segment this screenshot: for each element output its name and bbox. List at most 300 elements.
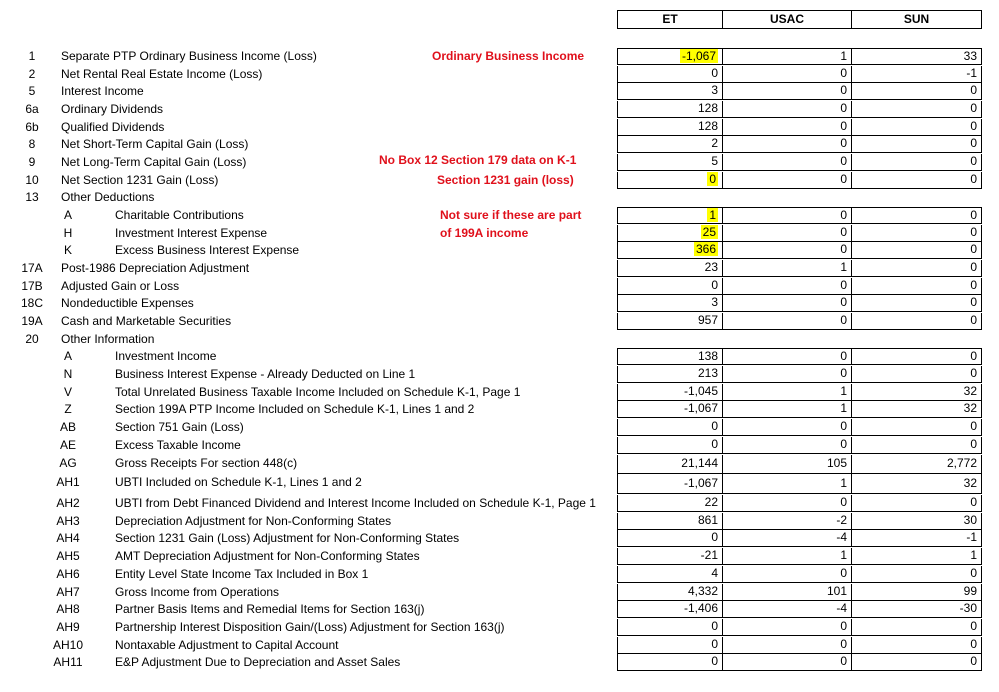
cell-value: -1,045 bbox=[683, 384, 718, 398]
row-code: 19A bbox=[21, 314, 43, 328]
cell-value: 0 bbox=[970, 566, 977, 580]
row-code: H bbox=[63, 226, 73, 240]
cell-value: 0 bbox=[840, 225, 847, 239]
cell-value: 0 bbox=[840, 295, 847, 309]
cell-sun bbox=[851, 601, 982, 618]
row-label: Gross Income from Operations bbox=[115, 585, 280, 599]
row-label: Nondeductible Expenses bbox=[61, 296, 194, 310]
row-code: 17B bbox=[21, 279, 43, 293]
column-header-usac: USAC bbox=[722, 10, 852, 29]
cell-usac bbox=[722, 619, 852, 636]
cell-value: 861 bbox=[697, 513, 718, 527]
row-label: Ordinary Dividends bbox=[61, 102, 164, 116]
table-row bbox=[0, 419, 999, 436]
table-row bbox=[0, 384, 999, 401]
cell-sun bbox=[851, 260, 982, 277]
cell-sun bbox=[851, 154, 982, 171]
table-row bbox=[0, 401, 999, 418]
cell-et bbox=[617, 654, 723, 671]
cell-sun bbox=[851, 474, 982, 494]
cell-value: 32 bbox=[963, 384, 977, 398]
cell-value: 0 bbox=[970, 654, 977, 668]
cell-usac bbox=[722, 313, 852, 330]
cell-value: 1 bbox=[840, 260, 847, 274]
cell-value: 1 bbox=[840, 384, 847, 398]
table-row bbox=[0, 495, 999, 512]
cell-et bbox=[617, 401, 723, 418]
cell-value: -2 bbox=[836, 513, 847, 527]
cell-value: -1 bbox=[966, 530, 977, 544]
row-code: 18C bbox=[20, 296, 43, 310]
row-code: AH5 bbox=[56, 549, 80, 563]
cell-et bbox=[617, 366, 723, 383]
cell-value: 4 bbox=[711, 566, 718, 580]
cell-et bbox=[617, 384, 723, 401]
cell-value: 0 bbox=[840, 136, 847, 150]
cell-value: 99 bbox=[963, 584, 977, 598]
cell-sun bbox=[851, 348, 982, 365]
table-row bbox=[0, 101, 999, 118]
table-row bbox=[0, 548, 999, 565]
note-unsure-line1: Not sure if these are part bbox=[440, 208, 582, 222]
cell-et bbox=[617, 83, 723, 100]
row-code: AH3 bbox=[56, 514, 80, 528]
row-code: 17A bbox=[21, 261, 43, 275]
cell-value: 0 bbox=[711, 437, 718, 451]
highlighted-value: 366 bbox=[695, 242, 716, 256]
row-code: AH11 bbox=[53, 655, 83, 669]
cell-value: 22 bbox=[704, 495, 718, 509]
cell-value: 0 bbox=[711, 419, 718, 433]
cell-usac bbox=[722, 83, 852, 100]
cell-et bbox=[617, 474, 723, 494]
cell-value: 2 bbox=[711, 136, 718, 150]
row-code: A bbox=[63, 349, 72, 363]
table-row bbox=[0, 619, 999, 636]
row-label: Charitable Contributions bbox=[115, 208, 244, 222]
row-code: V bbox=[63, 385, 72, 399]
cell-value: 0 bbox=[840, 313, 847, 327]
cell-value: 0 bbox=[840, 495, 847, 509]
cell-value: 2,772 bbox=[946, 456, 977, 470]
row-code: AH6 bbox=[56, 567, 80, 581]
cell-usac bbox=[722, 48, 852, 65]
cell-sun bbox=[851, 495, 982, 512]
cell-et bbox=[617, 260, 723, 277]
cell-value: -4 bbox=[836, 530, 847, 544]
row-label: Gross Receipts For section 448(c) bbox=[115, 456, 298, 470]
cell-value: 0 bbox=[970, 172, 977, 186]
cell-value: 33 bbox=[963, 49, 977, 63]
cell-sun bbox=[851, 242, 982, 259]
row-label: Cash and Marketable Securities bbox=[61, 314, 232, 328]
cell-usac bbox=[722, 348, 852, 365]
cell-sun bbox=[851, 66, 982, 83]
cell-value: 0 bbox=[840, 154, 847, 168]
cell-value: 0 bbox=[711, 654, 718, 668]
table-row bbox=[0, 513, 999, 530]
cell-value: 0 bbox=[970, 208, 977, 222]
row-code: AH1 bbox=[56, 475, 80, 489]
cell-value: 0 bbox=[840, 83, 847, 97]
table-row bbox=[0, 455, 999, 472]
table-row bbox=[0, 530, 999, 547]
table-row bbox=[0, 278, 999, 295]
row-label: Adjusted Gain or Loss bbox=[61, 279, 180, 293]
row-label: Total Unrelated Business Taxable Income Included on Schedule K-1, Page 1 bbox=[115, 385, 521, 399]
cell-sun bbox=[851, 225, 982, 242]
cell-usac bbox=[722, 154, 852, 171]
cell-et bbox=[617, 419, 723, 436]
note-unsure-line2: of 199A income bbox=[440, 226, 529, 240]
cell-value: 0 bbox=[970, 495, 977, 509]
row-label: Excess Taxable Income bbox=[115, 438, 241, 452]
cell-usac bbox=[722, 530, 852, 547]
cell-sun bbox=[851, 513, 982, 530]
cell-value: 0 bbox=[970, 242, 977, 256]
cell-value: 1 bbox=[840, 49, 847, 63]
row-label: Net Short-Term Capital Gain (Loss) bbox=[61, 137, 249, 151]
row-label: Investment Interest Expense bbox=[115, 226, 268, 240]
row-code: AH2 bbox=[56, 496, 80, 510]
cell-sun bbox=[851, 654, 982, 671]
cell-et bbox=[617, 495, 723, 512]
cell-sun bbox=[851, 278, 982, 295]
cell-value: 0 bbox=[711, 278, 718, 292]
column-header-sun: SUN bbox=[851, 10, 982, 29]
cell-value: 3 bbox=[711, 295, 718, 309]
table-row bbox=[0, 136, 999, 153]
table-row bbox=[0, 66, 999, 83]
table-row bbox=[0, 584, 999, 601]
note-ordinary-business-income: Ordinary Business Income bbox=[432, 49, 585, 63]
cell-value: 138 bbox=[697, 349, 718, 363]
row-code: AE bbox=[59, 438, 76, 452]
row-label: Section 751 Gain (Loss) bbox=[115, 420, 244, 434]
cell-value: 0 bbox=[970, 154, 977, 168]
cell-et bbox=[617, 530, 723, 547]
row-label: Interest Income bbox=[61, 84, 144, 98]
row-label: AMT Depreciation Adjustment for Non-Conforming States bbox=[115, 549, 420, 563]
cell-value: 0 bbox=[711, 637, 718, 651]
cell-value: 0 bbox=[970, 295, 977, 309]
cell-et bbox=[617, 313, 723, 330]
note-section-1231: Section 1231 gain (loss) bbox=[437, 173, 574, 187]
cell-sun bbox=[851, 83, 982, 100]
cell-value: 0 bbox=[970, 419, 977, 433]
cell-et bbox=[617, 566, 723, 583]
cell-value: -1,067 bbox=[683, 401, 718, 415]
row-label: Investment Income bbox=[115, 349, 217, 363]
row-code: 1 bbox=[28, 49, 36, 63]
cell-value: 0 bbox=[840, 172, 847, 186]
cell-et bbox=[617, 101, 723, 118]
cell-et bbox=[617, 584, 723, 601]
row-label: Section 199A PTP Income Included on Schedule K-1, Lines 1 and 2 bbox=[115, 402, 475, 416]
cell-value: 0 bbox=[970, 637, 977, 651]
cell-et bbox=[617, 172, 723, 189]
cell-et bbox=[617, 278, 723, 295]
cell-value: 0 bbox=[970, 366, 977, 380]
cell-usac bbox=[722, 295, 852, 312]
cell-value: 0 bbox=[840, 101, 847, 115]
cell-sun bbox=[851, 566, 982, 583]
cell-value: 0 bbox=[840, 366, 847, 380]
cell-value: 105 bbox=[826, 456, 847, 470]
row-code: 9 bbox=[28, 155, 36, 169]
cell-value: 101 bbox=[826, 584, 847, 598]
cell-value: 0 bbox=[840, 242, 847, 256]
row-code: 20 bbox=[25, 332, 39, 346]
cell-et bbox=[617, 242, 723, 259]
cell-usac bbox=[722, 474, 852, 494]
cell-usac bbox=[722, 654, 852, 671]
row-label: Partner Basis Items and Remedial Items for Section 163(j) bbox=[115, 602, 425, 616]
cell-et bbox=[617, 66, 723, 83]
table-row bbox=[0, 242, 999, 259]
cell-value: -1,067 bbox=[683, 476, 718, 490]
cell-et bbox=[617, 154, 723, 171]
table-row bbox=[0, 295, 999, 312]
row-label: UBTI from Debt Financed Dividend and Interest Income Included on Schedule K-1, Page 1 bbox=[115, 496, 596, 510]
cell-et bbox=[617, 295, 723, 312]
cell-value: 21,144 bbox=[681, 456, 718, 470]
cell-usac bbox=[722, 172, 852, 189]
cell-sun bbox=[851, 119, 982, 136]
row-code: Z bbox=[64, 402, 72, 416]
row-code: AG bbox=[59, 456, 77, 470]
cell-sun bbox=[851, 48, 982, 65]
table-row bbox=[0, 348, 999, 365]
cell-value: 0 bbox=[970, 136, 977, 150]
cell-usac bbox=[722, 566, 852, 583]
cell-sun bbox=[851, 530, 982, 547]
cell-usac bbox=[722, 225, 852, 242]
row-code: 10 bbox=[25, 173, 39, 187]
row-label: Depreciation Adjustment for Non-Conforming States bbox=[115, 514, 392, 528]
row-label: Nontaxable Adjustment to Capital Account bbox=[115, 638, 339, 652]
table-row bbox=[0, 331, 999, 348]
cell-sun bbox=[851, 419, 982, 436]
cell-et bbox=[617, 619, 723, 636]
highlighted-value: 1 bbox=[709, 208, 716, 222]
row-label: Entity Level State Income Tax Included in Box 1 bbox=[115, 567, 369, 581]
row-label: Excess Business Interest Expense bbox=[115, 243, 300, 257]
cell-value: 0 bbox=[970, 437, 977, 451]
table-row bbox=[0, 474, 999, 491]
row-code: AH4 bbox=[56, 531, 80, 545]
row-label: Other Information bbox=[61, 332, 155, 346]
cell-value: 0 bbox=[840, 637, 847, 651]
cell-usac bbox=[722, 455, 852, 474]
cell-usac bbox=[722, 495, 852, 512]
row-label: Post-1986 Depreciation Adjustment bbox=[61, 261, 250, 275]
row-label: Section 1231 Gain (Loss) Adjustment for Non-Conforming States bbox=[115, 531, 460, 545]
cell-value: 0 bbox=[970, 83, 977, 97]
cell-value: 0 bbox=[970, 278, 977, 292]
row-code: 13 bbox=[25, 190, 39, 204]
row-code: K bbox=[63, 243, 72, 257]
highlighted-value: 25 bbox=[702, 225, 716, 239]
row-code: 2 bbox=[28, 67, 36, 81]
cell-value: 0 bbox=[840, 119, 847, 133]
cell-value: 1 bbox=[840, 401, 847, 415]
highlighted-value: -1,067 bbox=[681, 49, 716, 63]
cell-sun bbox=[851, 366, 982, 383]
cell-sun bbox=[851, 295, 982, 312]
cell-usac bbox=[722, 101, 852, 118]
cell-sun bbox=[851, 548, 982, 565]
cell-sun bbox=[851, 384, 982, 401]
cell-value: 32 bbox=[963, 476, 977, 490]
highlighted-value: 0 bbox=[709, 172, 716, 186]
cell-value: 213 bbox=[697, 366, 718, 380]
cell-usac bbox=[722, 136, 852, 153]
cell-value: 0 bbox=[840, 349, 847, 363]
cell-sun bbox=[851, 313, 982, 330]
cell-et bbox=[617, 437, 723, 454]
cell-value: 1 bbox=[970, 548, 977, 562]
cell-value: 0 bbox=[970, 349, 977, 363]
cell-et bbox=[617, 119, 723, 136]
cell-sun bbox=[851, 207, 982, 224]
row-label: Separate PTP Ordinary Business Income (Loss) bbox=[61, 49, 317, 63]
cell-usac bbox=[722, 384, 852, 401]
table-row bbox=[0, 366, 999, 383]
cell-value: 0 bbox=[840, 654, 847, 668]
cell-sun bbox=[851, 455, 982, 474]
row-code: AH7 bbox=[56, 585, 80, 599]
note-no-box12: No Box 12 Section 179 data on K-1 bbox=[379, 153, 577, 167]
cell-value: 0 bbox=[970, 119, 977, 133]
cell-value: 128 bbox=[697, 119, 718, 133]
cell-et bbox=[617, 601, 723, 618]
cell-sun bbox=[851, 401, 982, 418]
cell-et bbox=[617, 455, 723, 474]
cell-value: 0 bbox=[970, 619, 977, 633]
cell-value: 23 bbox=[704, 260, 718, 274]
cell-usac bbox=[722, 584, 852, 601]
cell-value: 0 bbox=[840, 566, 847, 580]
cell-usac bbox=[722, 366, 852, 383]
cell-sun bbox=[851, 136, 982, 153]
table-row bbox=[0, 119, 999, 136]
row-code: 6b bbox=[25, 120, 39, 134]
table-row bbox=[0, 437, 999, 454]
cell-usac bbox=[722, 513, 852, 530]
table-row bbox=[0, 313, 999, 330]
cell-value: -1,406 bbox=[683, 601, 718, 615]
cell-usac bbox=[722, 548, 852, 565]
cell-value: 0 bbox=[711, 619, 718, 633]
table-row bbox=[0, 189, 999, 206]
cell-et bbox=[617, 207, 723, 224]
row-code: 6a bbox=[25, 102, 39, 116]
cell-value: 30 bbox=[963, 513, 977, 527]
cell-usac bbox=[722, 637, 852, 654]
cell-usac bbox=[722, 66, 852, 83]
cell-usac bbox=[722, 207, 852, 224]
cell-et bbox=[617, 348, 723, 365]
cell-sun bbox=[851, 172, 982, 189]
cell-sun bbox=[851, 584, 982, 601]
cell-value: 957 bbox=[697, 313, 718, 327]
cell-value: 0 bbox=[840, 437, 847, 451]
cell-sun bbox=[851, 637, 982, 654]
cell-value: -21 bbox=[700, 548, 718, 562]
cell-value: -30 bbox=[959, 601, 977, 615]
cell-value: 0 bbox=[840, 419, 847, 433]
cell-et bbox=[617, 513, 723, 530]
cell-value: 32 bbox=[963, 401, 977, 415]
cell-sun bbox=[851, 437, 982, 454]
row-code: AH10 bbox=[52, 638, 84, 652]
cell-value: 0 bbox=[840, 66, 847, 80]
row-code: AB bbox=[59, 420, 76, 434]
row-label: Other Deductions bbox=[61, 190, 155, 204]
cell-sun bbox=[851, 101, 982, 118]
cell-et bbox=[617, 136, 723, 153]
table-row bbox=[0, 83, 999, 100]
row-code: AH8 bbox=[56, 602, 80, 616]
cell-usac bbox=[722, 119, 852, 136]
row-code: 8 bbox=[28, 137, 36, 151]
column-header-et: ET bbox=[617, 10, 723, 29]
cell-value: 1 bbox=[840, 548, 847, 562]
cell-et bbox=[617, 225, 723, 242]
cell-usac bbox=[722, 242, 852, 259]
row-label: Net Section 1231 Gain (Loss) bbox=[61, 173, 219, 187]
cell-usac bbox=[722, 260, 852, 277]
row-code: A bbox=[63, 208, 72, 222]
cell-value: 0 bbox=[970, 313, 977, 327]
cell-value: 0 bbox=[970, 260, 977, 274]
cell-value: 0 bbox=[970, 101, 977, 115]
cell-value: 0 bbox=[970, 225, 977, 239]
row-label: Partnership Interest Disposition Gain/(Loss) Adjustment for Section 163(j) bbox=[115, 620, 505, 634]
table-row bbox=[0, 637, 999, 654]
cell-value: 0 bbox=[840, 278, 847, 292]
cell-value: 128 bbox=[697, 101, 718, 115]
row-label: Qualified Dividends bbox=[61, 120, 165, 134]
cell-et bbox=[617, 637, 723, 654]
cell-sun bbox=[851, 619, 982, 636]
cell-et bbox=[617, 48, 723, 65]
row-label: Net Rental Real Estate Income (Loss) bbox=[61, 67, 263, 81]
row-label: E&P Adjustment Due to Depreciation and Asset Sales bbox=[115, 655, 401, 669]
cell-usac bbox=[722, 437, 852, 454]
cell-value: 4,332 bbox=[687, 584, 718, 598]
row-code: 5 bbox=[28, 84, 36, 98]
cell-value: 5 bbox=[711, 154, 718, 168]
cell-value: 0 bbox=[711, 66, 718, 80]
cell-usac bbox=[722, 401, 852, 418]
cell-et bbox=[617, 548, 723, 565]
cell-usac bbox=[722, 419, 852, 436]
cell-usac bbox=[722, 601, 852, 618]
cell-value: -1 bbox=[966, 66, 977, 80]
row-code: AH9 bbox=[56, 620, 80, 634]
cell-usac bbox=[722, 278, 852, 295]
row-label: Net Long-Term Capital Gain (Loss) bbox=[61, 155, 247, 169]
cell-value: 1 bbox=[840, 476, 847, 490]
row-label: Business Interest Expense - Already Deducted on Line 1 bbox=[115, 367, 416, 381]
cell-value: 0 bbox=[840, 208, 847, 222]
cell-value: 0 bbox=[840, 619, 847, 633]
table-row bbox=[0, 654, 999, 671]
cell-value: -4 bbox=[836, 601, 847, 615]
cell-value: 0 bbox=[711, 530, 718, 544]
